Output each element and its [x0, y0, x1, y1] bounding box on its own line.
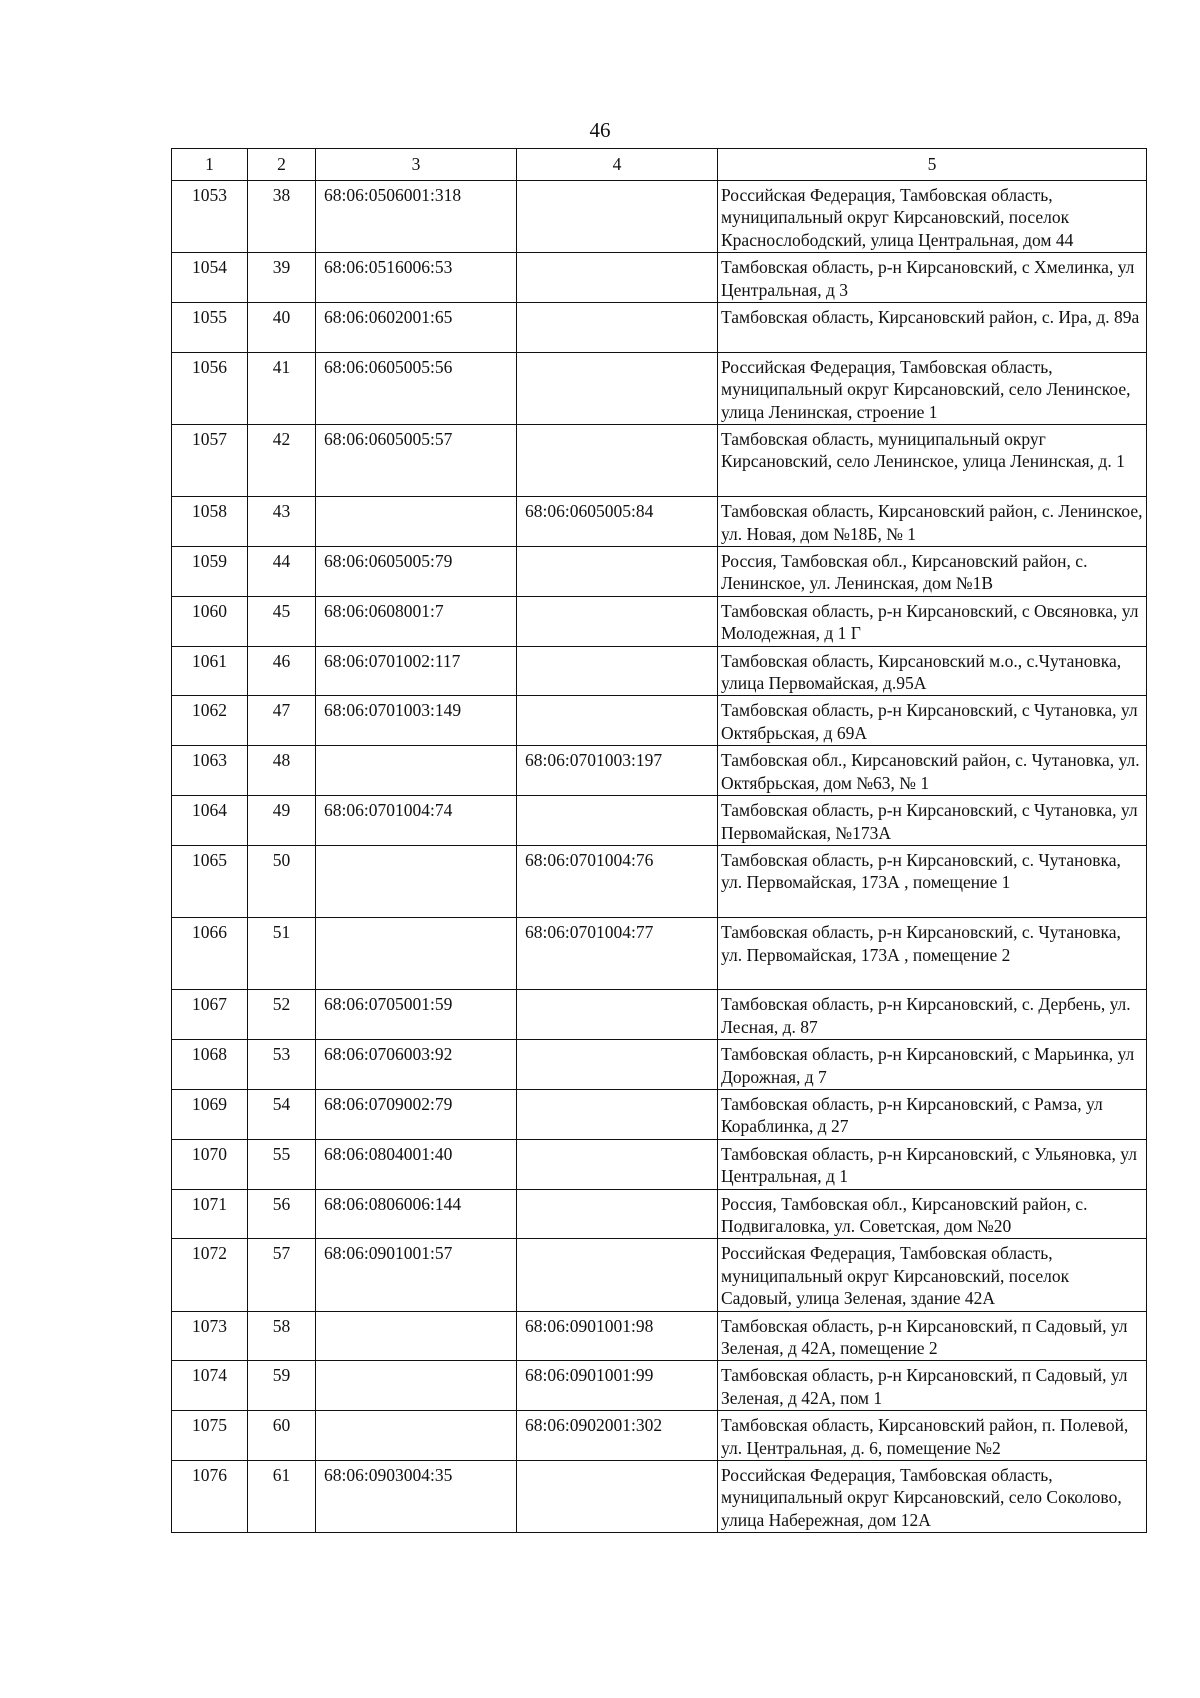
cell-address: Российская Федерация, Тамбовская область, муниципальный округ Кирсановский, село Соколово, улица Набережная, дом 12А	[718, 1461, 1147, 1533]
cell-row-number: 1065	[172, 845, 248, 917]
cell-premises-number	[517, 352, 718, 424]
cell-index: 45	[248, 596, 316, 646]
cell-address: Россия, Тамбовская обл., Кирсановский район, с. Подвигаловка, ул. Советская, дом №20	[718, 1189, 1147, 1239]
table-row	[172, 845, 1147, 917]
cell-row-number: 1073	[172, 1311, 248, 1361]
header-col-2: 2	[248, 149, 316, 181]
cell-address: Тамбовская обл., Кирсановский район, с. Чутановка, ул. Октябрьская, дом №63, № 1	[718, 746, 1147, 796]
cell-address: Российская Федерация, Тамбовская область, муниципальный округ Кирсановский, село Ленинское, улица Ленинская, строение 1	[718, 352, 1147, 424]
cell-premises-number	[517, 181, 718, 253]
cell-row-number: 1076	[172, 1461, 248, 1533]
header-col-1: 1	[172, 149, 248, 181]
header-col-5: 5	[718, 149, 1147, 181]
cell-premises-number	[517, 1089, 718, 1139]
cell-cadastral-number: 68:06:0602001:65	[316, 303, 517, 353]
cell-index: 44	[248, 547, 316, 597]
header-col-4: 4	[517, 149, 718, 181]
cell-premises-number	[517, 646, 718, 696]
cell-row-number: 1075	[172, 1411, 248, 1461]
cell-cadastral-number: 68:06:0804001:40	[316, 1139, 517, 1189]
cell-row-number: 1062	[172, 696, 248, 746]
cell-premises-number	[517, 1040, 718, 1090]
cell-cadastral-number	[316, 497, 517, 547]
cell-premises-number	[517, 796, 718, 846]
cell-row-number: 1057	[172, 425, 248, 497]
cell-index: 39	[248, 253, 316, 303]
cell-premises-number	[517, 990, 718, 1040]
table-row	[172, 1461, 1147, 1533]
cell-premises-number	[517, 1139, 718, 1189]
cell-cadastral-number: 68:06:0701003:149	[316, 696, 517, 746]
table-row	[172, 1361, 1147, 1411]
cell-row-number: 1055	[172, 303, 248, 353]
cell-row-number: 1060	[172, 596, 248, 646]
cell-index: 38	[248, 181, 316, 253]
cell-cadastral-number	[316, 746, 517, 796]
cell-index: 56	[248, 1189, 316, 1239]
cell-address: Тамбовская область, р-н Кирсановский, с. Дербень, ул. Лесная, д. 87	[718, 990, 1147, 1040]
cell-cadastral-number: 68:06:0903004:35	[316, 1461, 517, 1533]
cell-address: Тамбовская область, Кирсановский район, п. Полевой, ул. Центральная, д. 6, помещение №2	[718, 1411, 1147, 1461]
cell-cadastral-number: 68:06:0901001:57	[316, 1239, 517, 1311]
cell-index: 48	[248, 746, 316, 796]
cell-row-number: 1066	[172, 918, 248, 990]
cell-premises-number: 68:06:0701003:197	[517, 746, 718, 796]
cell-row-number: 1056	[172, 352, 248, 424]
cell-address: Тамбовская область, р-н Кирсановский, с. Чутановка, ул. Первомайская, 173А , помещение 1	[718, 845, 1147, 917]
cell-index: 51	[248, 918, 316, 990]
cell-cadastral-number: 68:06:0701004:74	[316, 796, 517, 846]
cell-cadastral-number	[316, 918, 517, 990]
cell-row-number: 1063	[172, 746, 248, 796]
cell-row-number: 1071	[172, 1189, 248, 1239]
cell-row-number: 1053	[172, 181, 248, 253]
table-row	[172, 646, 1147, 696]
cell-row-number: 1069	[172, 1089, 248, 1139]
cell-address: Тамбовская область, р-н Кирсановский, с Марьинка, ул Дорожная, д 7	[718, 1040, 1147, 1090]
cell-index: 43	[248, 497, 316, 547]
table-row	[172, 497, 1147, 547]
cell-row-number: 1070	[172, 1139, 248, 1189]
cell-index: 47	[248, 696, 316, 746]
table-row	[172, 796, 1147, 846]
cell-address: Россия, Тамбовская обл., Кирсановский район, с. Ленинское, ул. Ленинская, дом №1В	[718, 547, 1147, 597]
cell-cadastral-number: 68:06:0806006:144	[316, 1189, 517, 1239]
cell-cadastral-number: 68:06:0605005:56	[316, 352, 517, 424]
table-row	[172, 1040, 1147, 1090]
cell-index: 46	[248, 646, 316, 696]
cell-cadastral-number: 68:06:0608001:7	[316, 596, 517, 646]
cell-address: Тамбовская область, р-н Кирсановский, с Хмелинка, ул Центральная, д 3	[718, 253, 1147, 303]
table-body	[172, 181, 1147, 1533]
cell-index: 59	[248, 1361, 316, 1411]
cell-row-number: 1054	[172, 253, 248, 303]
cell-index: 49	[248, 796, 316, 846]
cell-cadastral-number: 68:06:0701002:117	[316, 646, 517, 696]
cell-cadastral-number: 68:06:0605005:57	[316, 425, 517, 497]
cell-address: Тамбовская область, муниципальный округ Кирсановский, село Ленинское, улица Ленинская, д. 1	[718, 425, 1147, 497]
cell-cadastral-number: 68:06:0706003:92	[316, 1040, 517, 1090]
cell-index: 52	[248, 990, 316, 1040]
cell-premises-number	[517, 547, 718, 597]
table-row	[172, 1411, 1147, 1461]
cell-premises-number	[517, 1189, 718, 1239]
cell-premises-number: 68:06:0701004:77	[517, 918, 718, 990]
cell-cadastral-number: 68:06:0506001:318	[316, 181, 517, 253]
cell-row-number: 1058	[172, 497, 248, 547]
registry-table	[171, 148, 1147, 1533]
cell-row-number: 1059	[172, 547, 248, 597]
cell-premises-number	[517, 1239, 718, 1311]
cell-address: Тамбовская область, Кирсановский м.о., с.Чутановка, улица Первомайская, д.95А	[718, 646, 1147, 696]
cell-address: Тамбовская область, р-н Кирсановский, с Чутановка, ул Первомайская, №173А	[718, 796, 1147, 846]
table-row	[172, 696, 1147, 746]
cell-cadastral-number	[316, 1361, 517, 1411]
table-header-row	[172, 149, 1147, 181]
cell-index: 55	[248, 1139, 316, 1189]
table-row	[172, 1139, 1147, 1189]
cell-index: 58	[248, 1311, 316, 1361]
page-number: 46	[589, 118, 611, 142]
cell-cadastral-number: 68:06:0605005:79	[316, 547, 517, 597]
cell-cadastral-number	[316, 1311, 517, 1361]
cell-premises-number: 68:06:0901001:98	[517, 1311, 718, 1361]
cell-index: 50	[248, 845, 316, 917]
table-row	[172, 918, 1147, 990]
table-row	[172, 1239, 1147, 1311]
cell-index: 40	[248, 303, 316, 353]
cell-premises-number	[517, 303, 718, 353]
cell-index: 42	[248, 425, 316, 497]
cell-index: 41	[248, 352, 316, 424]
cell-row-number: 1067	[172, 990, 248, 1040]
cell-index: 53	[248, 1040, 316, 1090]
cell-address: Тамбовская область, Кирсановский район, с. Ира, д. 89а	[718, 303, 1147, 353]
cell-address: Тамбовская область, Кирсановский район, с. Ленинское, ул. Новая, дом №18Б, № 1	[718, 497, 1147, 547]
cell-row-number: 1068	[172, 1040, 248, 1090]
cell-row-number: 1072	[172, 1239, 248, 1311]
cell-index: 54	[248, 1089, 316, 1139]
cell-cadastral-number: 68:06:0705001:59	[316, 990, 517, 1040]
cell-address: Тамбовская область, р-н Кирсановский, п Садовый, ул Зеленая, д 42А, помещение 2	[718, 1311, 1147, 1361]
cell-premises-number	[517, 425, 718, 497]
cell-index: 57	[248, 1239, 316, 1311]
cell-premises-number	[517, 596, 718, 646]
table-row	[172, 1189, 1147, 1239]
cell-premises-number: 68:06:0901001:99	[517, 1361, 718, 1411]
cell-index: 60	[248, 1411, 316, 1461]
cell-cadastral-number	[316, 845, 517, 917]
table-row	[172, 1311, 1147, 1361]
table-row	[172, 596, 1147, 646]
cell-premises-number	[517, 253, 718, 303]
cell-premises-number	[517, 1461, 718, 1533]
cell-premises-number: 68:06:0605005:84	[517, 497, 718, 547]
cell-row-number: 1074	[172, 1361, 248, 1411]
cell-address: Российская Федерация, Тамбовская область, муниципальный округ Кирсановский, поселок Краснослободский, улица Центральная, дом 44	[718, 181, 1147, 253]
cell-address: Тамбовская область, р-н Кирсановский, с Рамза, ул Кораблинка, д 27	[718, 1089, 1147, 1139]
header-col-3: 3	[316, 149, 517, 181]
table-row	[172, 181, 1147, 253]
table-row	[172, 425, 1147, 497]
cell-row-number: 1064	[172, 796, 248, 846]
table-row	[172, 547, 1147, 597]
cell-index: 61	[248, 1461, 316, 1533]
cell-premises-number	[517, 696, 718, 746]
cell-cadastral-number	[316, 1411, 517, 1461]
cell-address: Тамбовская область, р-н Кирсановский, с Чутановка, ул Октябрьская, д 69А	[718, 696, 1147, 746]
cell-row-number: 1061	[172, 646, 248, 696]
table-row	[172, 746, 1147, 796]
cell-cadastral-number: 68:06:0709002:79	[316, 1089, 517, 1139]
cell-address: Тамбовская область, р-н Кирсановский, с Ульяновка, ул Центральная, д 1	[718, 1139, 1147, 1189]
cell-premises-number: 68:06:0701004:76	[517, 845, 718, 917]
cell-address: Тамбовская область, р-н Кирсановский, с Овсяновка, ул Молодежная, д 1 Г	[718, 596, 1147, 646]
table-row	[172, 990, 1147, 1040]
cell-cadastral-number: 68:06:0516006:53	[316, 253, 517, 303]
table-row	[172, 352, 1147, 424]
table-row	[172, 303, 1147, 353]
cell-address: Российская Федерация, Тамбовская область, муниципальный округ Кирсановский, поселок Садовый, улица Зеленая, здание 42А	[718, 1239, 1147, 1311]
cell-address: Тамбовская область, р-н Кирсановский, с. Чутановка, ул. Первомайская, 173А , помещение 2	[718, 918, 1147, 990]
cell-address: Тамбовская область, р-н Кирсановский, п Садовый, ул Зеленая, д 42А, пом 1	[718, 1361, 1147, 1411]
cell-premises-number: 68:06:0902001:302	[517, 1411, 718, 1461]
table-row	[172, 253, 1147, 303]
table-row	[172, 1089, 1147, 1139]
